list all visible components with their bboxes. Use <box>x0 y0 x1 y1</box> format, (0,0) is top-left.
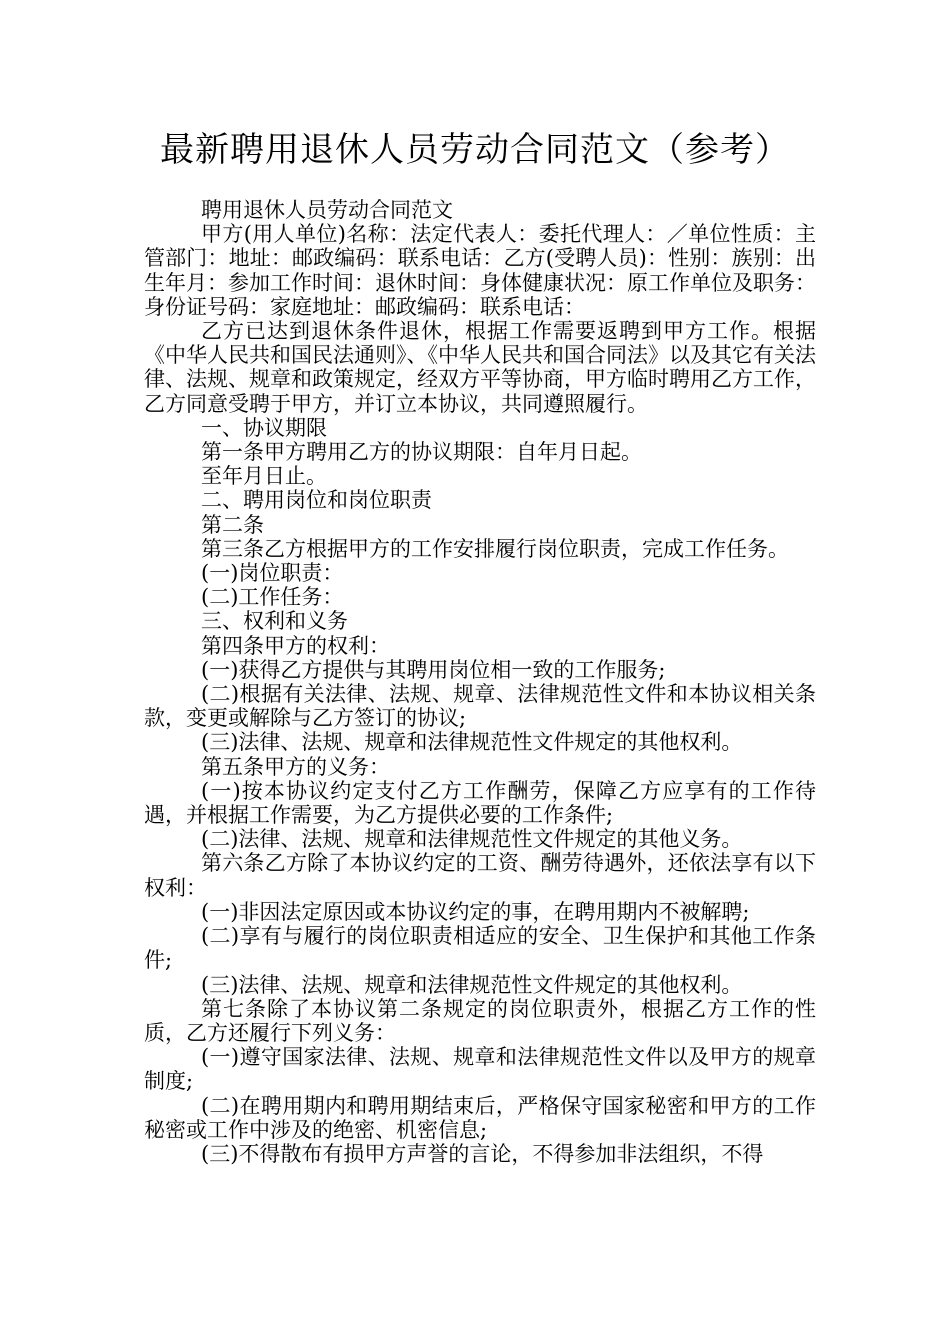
paragraph: 第一条甲方聘用乙方的协议期限：自年月日起。 <box>201 440 642 465</box>
paragraph: 第二条 <box>201 512 264 537</box>
paragraph: 第四条甲方的权利： <box>201 633 390 658</box>
paragraph: (二)在聘用期内和聘用期结束后，严格保守国家秘密和甲方的工作秘密或工作中涉及的绝密、机密信息; <box>144 1093 816 1142</box>
document-title: 最新聘用退休人员劳动合同范文（参考） <box>160 130 790 170</box>
paragraph: (一)遵守国家法律、法规、规章和法律规范性文件以及甲方的规章制度; <box>144 1045 816 1094</box>
paragraph: (二)法律、法规、规章和法律规范性文件规定的其他义务。 <box>201 827 743 852</box>
paragraph: (三)法律、法规、规章和法律规范性文件规定的其他权利。 <box>201 730 743 755</box>
paragraph: 至年月日止。 <box>201 464 327 489</box>
paragraph: (一)获得乙方提供与其聘用岗位相一致的工作服务; <box>201 657 666 682</box>
paragraph: 第六条乙方除了本协议约定的工资、酬劳待遇外，还依法享有以下权利： <box>144 851 816 900</box>
paragraph: 第五条甲方的义务： <box>201 754 390 779</box>
paragraph: 第七条除了本协议第二条规定的岗位职责外，根据乙方工作的性质，乙方还履行下列义务： <box>144 996 816 1045</box>
paragraph: 乙方已达到退休条件退休，根据工作需要返聘到甲方工作。根据《中华人民共和国民法通则》、《中华人民共和国合同法》以及其它有关法律、法规、规章和政策规定，经双方平等协商，甲方临时聘用乙方工作，乙方同意受聘于甲方，并订立本协议，共同遵照履行。 <box>144 319 816 416</box>
document-body <box>144 198 816 1166</box>
paragraph: (三)法律、法规、规章和法律规范性文件规定的其他权利。 <box>201 972 743 997</box>
section-heading: 三、权利和义务 <box>201 609 348 634</box>
paragraph: (一)岗位职责： <box>201 561 344 586</box>
paragraph: (二)工作任务： <box>201 585 344 610</box>
paragraph: 聘用退休人员劳动合同范文 <box>201 198 453 222</box>
paragraph: (三)不得散布有损甲方声誉的言论，不得参加非法组织，不得 <box>201 1141 764 1166</box>
paragraph: (一)非因法定原因或本协议约定的事，在聘用期内不被解聘; <box>201 899 750 924</box>
paragraph: 第三条乙方根据甲方的工作安排履行岗位职责，完成工作任务。 <box>201 536 789 561</box>
section-heading: 二、聘用岗位和岗位职责 <box>201 488 432 513</box>
paragraph: (二)享有与履行的岗位职责相适应的安全、卫生保护和其他工作条件; <box>144 924 816 973</box>
paragraph: 甲方(用人单位)名称：法定代表人：委托代理人：／单位性质：主管部门：地址：邮政编码：联系电话：乙方(受聘人员)：性别：族别：出生年月：参加工作时间：退休时间：身体健康状况：原工作单位及职务：身份证号码：家庭地址：邮政编码：联系电话： <box>144 222 816 319</box>
paragraph: (二)根据有关法律、法规、规章、法律规范性文件和本协议相关条款，变更或解除与乙方签订的协议; <box>144 682 816 731</box>
paragraph: (一)按本协议约定支付乙方工作酬劳，保障乙方应享有的工作待遇，并根据工作需要，为乙方提供必要的工作条件; <box>144 778 816 828</box>
section-heading: 一、协议期限 <box>201 415 327 440</box>
